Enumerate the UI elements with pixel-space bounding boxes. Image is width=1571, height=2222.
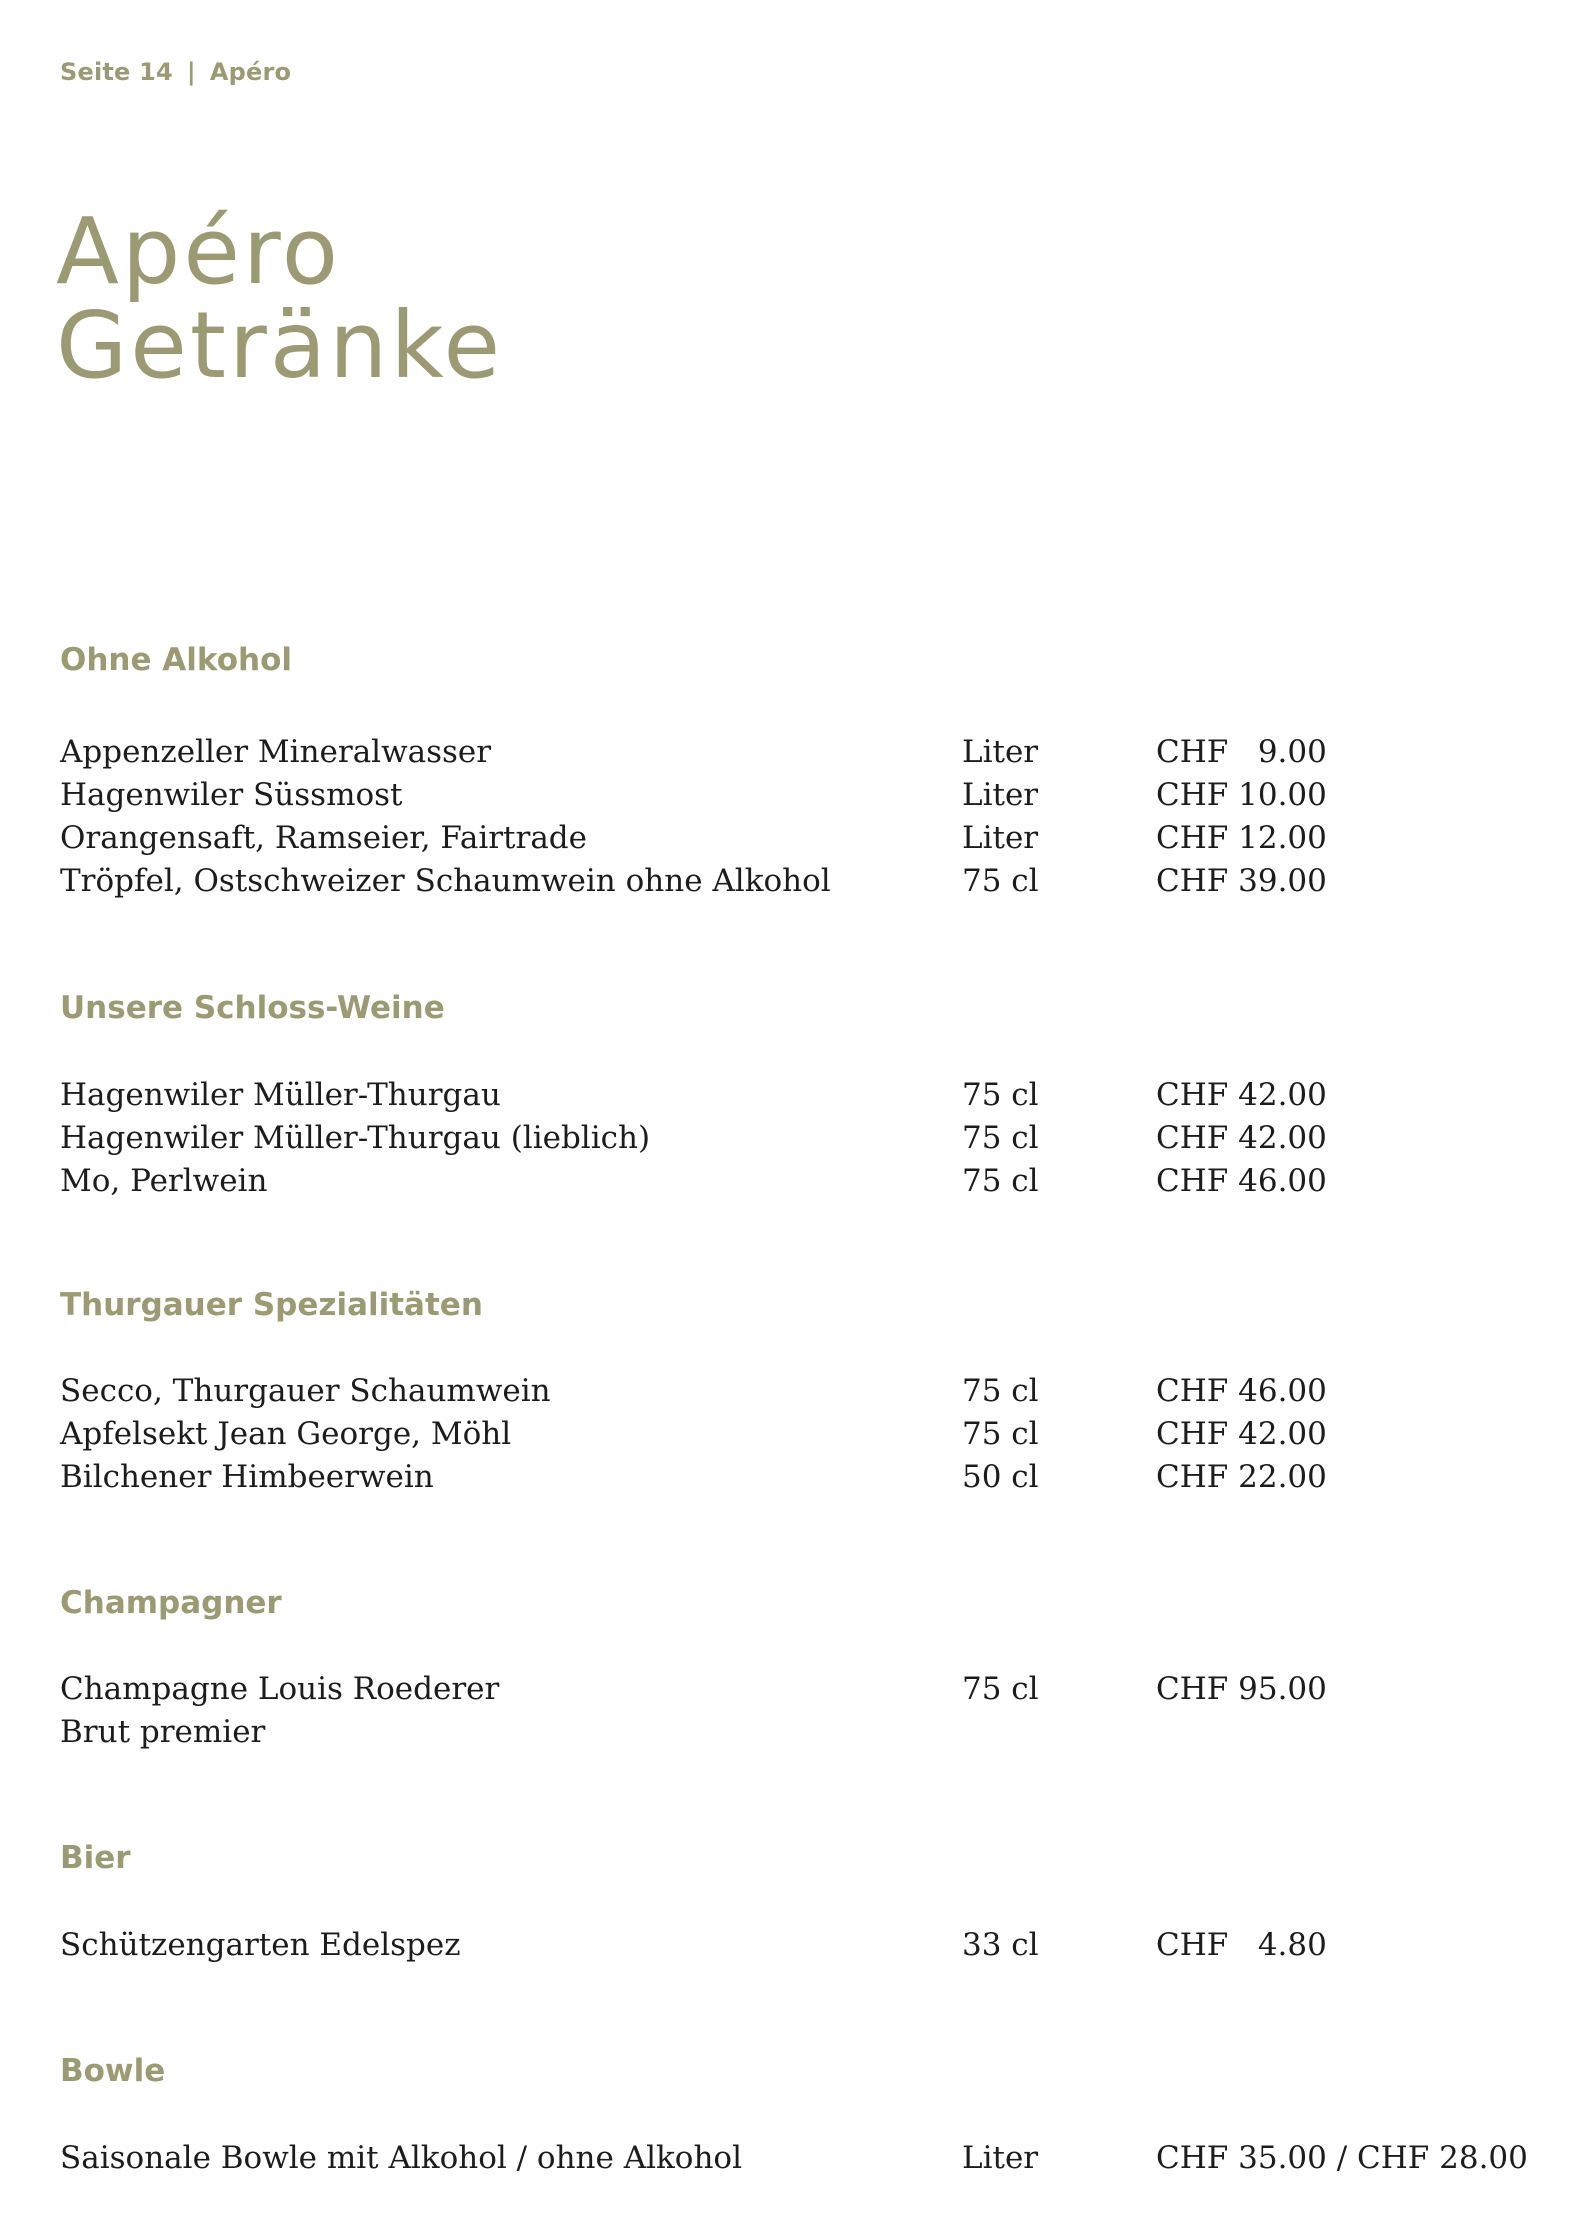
section-heading-bowle: Bowle [60,2053,166,2089]
item-name: Mo, Perlwein [60,1163,268,1199]
section-heading-ohne-alkohol: Ohne Alkohol [60,642,293,678]
page-title [56,198,504,399]
item-name: Appenzeller Mineralwasser [60,734,492,770]
item-unit: Liter [962,820,1039,856]
item-name [60,1668,499,1754]
item-unit: 75 cl [962,1671,1039,1707]
item-name: Saisonale Bowle mit Alkohol / ohne Alkohol [60,2140,743,2176]
item-name-line-2: Brut premier [60,1714,266,1750]
section-heading-schloss-weine: Unsere Schloss-Weine [60,990,445,1026]
item-unit: 75 cl [962,1373,1039,1409]
item-unit: Liter [962,2140,1039,2176]
item-price: CHF 42.00 [1156,1416,1327,1452]
item-unit: 75 cl [962,1416,1039,1452]
page-header [60,58,291,86]
page-title-line-1: Apéro [56,198,342,305]
item-price: CHF 4.80 [1156,1927,1327,1963]
item-name: Orangensaft, Ramseier, Fairtrade [60,820,587,856]
item-unit: 75 cl [962,1163,1039,1199]
item-price: CHF 46.00 [1156,1163,1327,1199]
item-unit: 75 cl [962,1077,1039,1113]
item-name-line-1: Champagne Louis Roederer [60,1671,500,1707]
item-price: CHF 22.00 [1156,1459,1327,1495]
item-price: CHF 42.00 [1156,1077,1327,1113]
page-title-line-2: Getränke [56,292,504,399]
item-unit: 50 cl [962,1459,1039,1495]
item-name: Bilchener Himbeerwein [60,1459,434,1495]
item-price: CHF 35.00 / CHF 28.00 [1156,2140,1528,2176]
item-price: CHF 12.00 [1156,820,1327,856]
item-price: CHF 9.00 [1156,734,1327,770]
section-heading-thurgauer-spezialitaeten: Thurgauer Spezialitäten [60,1287,483,1323]
header-separator: | [186,58,196,86]
page-number: Seite 14 [60,58,173,86]
item-unit: 75 cl [962,1120,1039,1156]
item-name: Schützengarten Edelspez [60,1927,461,1963]
item-price: CHF 10.00 [1156,777,1327,813]
item-name: Hagenwiler Müller-Thurgau [60,1077,501,1113]
item-name: Hagenwiler Süssmost [60,777,403,813]
item-price: CHF 42.00 [1156,1120,1327,1156]
item-price: CHF 46.00 [1156,1373,1327,1409]
item-unit: 33 cl [962,1927,1039,1963]
item-name: Hagenwiler Müller-Thurgau (lieblich) [60,1120,651,1156]
item-unit: Liter [962,777,1039,813]
item-price: CHF 39.00 [1156,863,1327,899]
item-unit: Liter [962,734,1039,770]
item-name: Tröpfel, Ostschweizer Schaumwein ohne Alkohol [60,863,831,899]
header-section: Apéro [209,58,292,86]
section-heading-bier: Bier [60,1840,131,1876]
item-name: Apfelsekt Jean George, Möhl [60,1416,512,1452]
section-heading-champagner: Champagner [60,1585,282,1621]
item-name: Secco, Thurgauer Schaumwein [60,1373,551,1409]
item-price: CHF 95.00 [1156,1671,1327,1707]
item-unit: 75 cl [962,863,1039,899]
